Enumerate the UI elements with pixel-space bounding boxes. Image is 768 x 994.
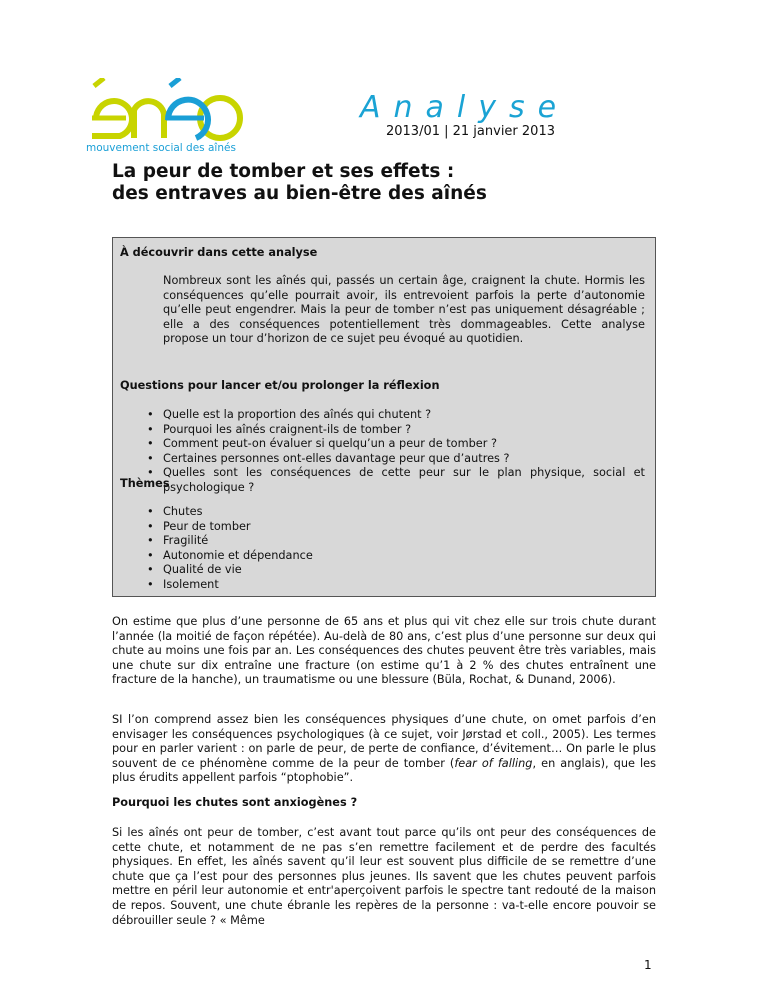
paragraph-1: On estime que plus d’une personne de 65 ans et plus qui vit chez elle sur trois chute durant l’année (la moitié de façon répétée). Au-delà de 80 ans, c’est plus d’une personne sur deux qui chute au moins une fois par an. Les conséquences des chutes peuvent être très variables, mais une chute sur dix entraîne une fracture (on estime qu’1 à 2 % des chutes entraînent une fracture de la hanche), un traumatisme ou une blessure (Büla, Rochat, & Dunand, 2006). xyxy=(112,615,656,687)
themes-heading: Thèmes xyxy=(120,477,170,490)
emphasis: fear of falling xyxy=(454,756,533,770)
page-number: 1 xyxy=(644,958,652,972)
summary-box xyxy=(112,237,656,597)
list-item: • Quelles sont les conséquences de cette peur sur le plan physique, social et psychologique ? xyxy=(163,466,645,495)
list-item: • Certaines personnes ont-elles davantage peur que d’autres ? xyxy=(163,452,645,467)
series-label: Analyse xyxy=(360,90,570,125)
list-item: • Isolement xyxy=(163,578,645,593)
list-item: • Pourquoi les aînés craignent-ils de tomber ? xyxy=(163,423,645,438)
title-line: des entraves au bien-être des aînés xyxy=(112,183,487,204)
list-item: • Peur de tomber xyxy=(163,520,645,535)
title-line: La peur de tomber et ses effets : xyxy=(112,161,455,182)
list-item: • Qualité de vie xyxy=(163,563,645,578)
questions-list xyxy=(163,408,645,496)
section-heading: Pourquoi les chutes sont anxiogènes ? xyxy=(112,796,358,809)
discover-heading: À découvrir dans cette analyse xyxy=(120,246,318,259)
text: SI l’on comprend assez bien les conséquences physiques d’une chute, on omet parfois d’en envisager les conséquences psychologiques (à ce sujet, voir Jørstad et coll., 2005). Les termes pour en parler varient : on parle de peur, de perte de confiance, d’évitement… On parle le plus souvent de ce phénomène comme de la peur de tomber ( xyxy=(112,713,656,770)
logo-tagline: mouvement social des aînés xyxy=(86,142,236,154)
list-item: • Autonomie et dépendance xyxy=(163,549,645,564)
list-item: • Comment peut-on évaluer si quelqu’un a peur de tomber ? xyxy=(163,437,645,452)
list-item: • Quelle est la proportion des aînés qui chutent ? xyxy=(163,408,645,423)
text: , en anglais), que les plus érudits appellent parfois “ptophobie”. xyxy=(112,756,656,785)
eneo-logo xyxy=(86,78,246,160)
paragraph-3: Si les aînés ont peur de tomber, c’est avant tout parce qu’ils ont peur des conséquences de cette chute, et notamment de ne pas s’en remettre facilement et de perdre des facultés physiques. En effet, les aînés savent qu’il leur est souvent plus difficile de se remettre d’une chute que ça l’est pour des personnes plus jeunes. Ils savent que les chutes peuvent parfois mettre en péril leur autonomie et entr'aperçoivent parfois le spectre tant redouté de la maison de repos. Souvent, une chute ébranle les repères de la personne : va-t-elle encore pouvoir se débrouiller seule ? « Même xyxy=(112,826,656,927)
abstract: Nombreux sont les aînés qui, passés un certain âge, craignent la chute. Hormis les conséquences qu’elle pourrait avoir, ils entrevoient parfois la perte d’autonomie qu’elle peut engendrer. Mais la peur de tomber n’est pas uniquement désagréable ; elle a des conséquences potentiellement très dommageables. Cette analyse propose un tour d’horizon de ce sujet peu évoqué au quotidien. xyxy=(163,274,645,346)
themes-list xyxy=(163,505,645,593)
paragraph-2 xyxy=(112,713,656,786)
list-item: • Fragilité xyxy=(163,534,645,549)
questions-heading: Questions pour lancer et/ou prolonger la réflexion xyxy=(120,379,440,392)
page-title xyxy=(112,161,487,205)
list-item: • Chutes xyxy=(163,505,645,520)
issue-date: 2013/01 | 21 janvier 2013 xyxy=(385,124,555,139)
